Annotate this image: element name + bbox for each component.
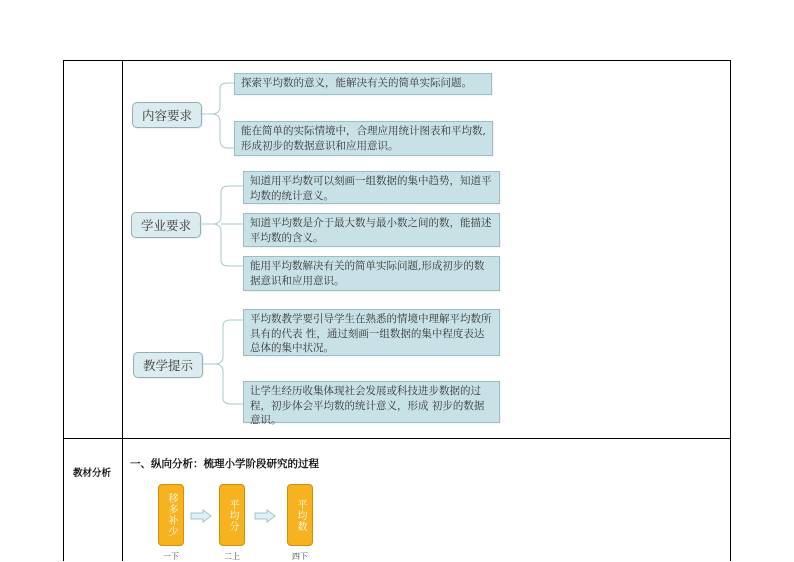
academic-item-1: 知道用平均数可以刻画一组数据的集中趋势，知道平均数的统计意义。 [243, 171, 500, 204]
arrow-1-icon [190, 509, 212, 523]
stage-1: 移多补少 [158, 484, 184, 546]
table-row-divider [63, 438, 731, 439]
teaching-item-1: 平均数教学要引导学生在熟悉的情境中理解平均数所具有的代表 性，通过刻画一组数据的集中程度表达总体的集中状况。 [243, 309, 500, 356]
analysis-side-label: 教材分析 [73, 468, 112, 479]
table-top-border [63, 60, 731, 61]
table-right-border [730, 60, 731, 561]
stage-1-grade: 一下 [163, 552, 179, 561]
teaching-brace [201, 310, 245, 410]
stage-2-grade: 二上 [224, 552, 240, 561]
content-item-2: 能在简单的实际情境中，合理应用统计图表和平均数,形成初步的数据意识和应用意识。 [234, 121, 493, 156]
stage-3: 平均数 [287, 484, 313, 546]
stage-2: 平均分 [219, 484, 245, 546]
teaching-hints-label: 教学提示 [133, 352, 203, 378]
table-column-divider [122, 60, 123, 561]
table-left-border [63, 60, 64, 561]
content-brace [200, 74, 236, 158]
content-requirements-label: 内容要求 [132, 102, 202, 128]
academic-brace [199, 180, 245, 270]
academic-item-3: 能用平均数解决有关的简单实际问题,形成初步的数 据意识和应用意识。 [243, 256, 500, 291]
academic-item-2: 知道平均数是介于最大数与最小数之间的数，能描述平均数的含义。 [243, 213, 500, 247]
academic-requirements-label: 学业要求 [131, 212, 201, 238]
content-item-1: 探索平均数的意义，能解决有关的简单实际问题。 [234, 73, 492, 95]
arrow-2-icon [254, 509, 276, 523]
teaching-item-2: 让学生经历收集体现社会发展或科技进步数据的过程，初步体会平均数的统计意义，形成 初步的数据意识。 [243, 381, 500, 423]
analysis-heading: 一、纵向分析：梳理小学阶段研究的过程 [130, 458, 319, 470]
stage-3-grade: 四下 [292, 552, 308, 561]
